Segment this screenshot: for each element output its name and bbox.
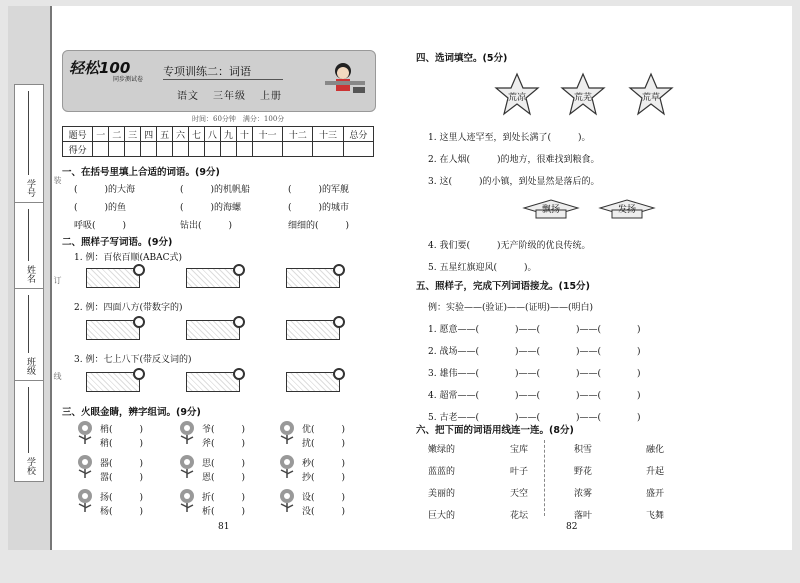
left-page	[52, 6, 390, 550]
match-word-right[interactable]: 天空	[510, 489, 529, 499]
word-choice: 荒草	[641, 93, 660, 103]
score-input-cell[interactable]	[189, 142, 205, 157]
table-cell: 六	[173, 127, 189, 142]
sentence-item[interactable]: 2. 在人烟( )的地方，很难找到粮食。	[428, 155, 600, 165]
right-page	[410, 6, 790, 550]
answer-tag-box[interactable]	[286, 372, 340, 392]
score-input-cell[interactable]	[220, 142, 236, 157]
binding-strip	[8, 6, 52, 550]
fill-blank-item[interactable]: 细细的( )	[288, 221, 350, 231]
section-4-heading: 四、选词填空。(5分)	[416, 53, 508, 64]
char-group-item[interactable]: 折( )	[202, 493, 246, 503]
word-chain-item[interactable]: 5. 古老——( )——( )——( )	[428, 413, 641, 423]
flower-icon	[74, 488, 96, 512]
header-banner	[62, 50, 376, 112]
match-word-right[interactable]: 宝库	[510, 445, 529, 455]
char-group-item[interactable]: 抄( )	[302, 473, 346, 483]
match-word-right[interactable]: 飞舞	[646, 511, 665, 521]
char-group-item[interactable]: 扰( )	[302, 439, 346, 449]
match-word-left[interactable]: 巨大的	[428, 511, 456, 521]
sentence-item[interactable]: 4. 我们要( )无产阶级的优良传统。	[428, 241, 591, 251]
answer-tag-box[interactable]	[286, 268, 340, 288]
brand-logo: 轻松100	[69, 59, 131, 77]
binding-label: 学号	[25, 179, 35, 197]
table-cell: 得分	[63, 142, 93, 157]
score-input-cell[interactable]	[157, 142, 173, 157]
score-input-cell[interactable]	[93, 142, 109, 157]
table-cell: 一	[93, 127, 109, 142]
char-group-item[interactable]: 没( )	[302, 507, 346, 517]
binding-field-name	[14, 202, 44, 290]
answer-tag-box[interactable]	[86, 372, 140, 392]
table-cell: 八	[204, 127, 220, 142]
brand-subtitle: 同步测试卷	[113, 76, 144, 83]
table-cell: 十一	[252, 127, 282, 142]
match-word-right[interactable]: 花坛	[510, 511, 529, 521]
char-group-item[interactable]: 析( )	[202, 507, 246, 517]
fill-blank-item[interactable]: ( )的机帆船	[180, 185, 251, 195]
volume-label: 上册	[260, 91, 282, 102]
section-6-heading: 六、把下面的词语用线连一连。(8分)	[416, 425, 574, 436]
match-word-right[interactable]: 盛开	[646, 489, 665, 499]
fill-blank-item[interactable]: ( )的鱼	[74, 203, 127, 213]
score-table	[62, 126, 374, 157]
binding-field-class	[14, 288, 44, 382]
word-chain-item[interactable]: 2. 战场——( )——( )——( )	[428, 347, 641, 357]
char-group-item[interactable]: 梢( )	[100, 425, 144, 435]
binding-label: 学校	[25, 457, 35, 475]
fill-blank-item[interactable]: ( )的军舰	[288, 185, 350, 195]
answer-tag-box[interactable]	[86, 320, 140, 340]
flower-icon	[176, 420, 198, 444]
answer-tag-box[interactable]	[186, 372, 240, 392]
section-5-heading: 五、照样子，完成下列词语接龙。(15分)	[416, 281, 590, 292]
table-cell: 十三	[313, 127, 343, 142]
score-input-cell[interactable]	[236, 142, 252, 157]
fill-blank-item[interactable]: 钻出( )	[180, 221, 233, 231]
char-group-item[interactable]: 爷( )	[202, 425, 246, 435]
match-word-right[interactable]: 叶子	[510, 467, 529, 477]
match-word-left[interactable]: 积雪	[574, 445, 593, 455]
fold-mark: 装	[53, 176, 62, 184]
word-choice: 荒芜	[573, 93, 592, 103]
binding-label: 班级	[25, 357, 35, 375]
fill-blank-item[interactable]: ( )的大海	[74, 185, 136, 195]
example-prompt: 2. 例：四面八方(带数字的)	[74, 303, 183, 313]
flower-icon	[276, 488, 298, 512]
flower-icon	[276, 454, 298, 478]
match-word-left[interactable]: 野花	[574, 467, 593, 477]
sentence-item[interactable]: 1. 这里人迹罕至，到处长满了( )。	[428, 133, 591, 143]
page-number: 81	[218, 522, 230, 532]
flower-icon	[276, 420, 298, 444]
char-group-item[interactable]: 器( )	[100, 459, 144, 469]
table-cell: 题号	[63, 127, 93, 142]
fold-mark: 线	[53, 372, 62, 380]
char-group-item[interactable]: 杨( )	[100, 507, 144, 517]
section-3-heading: 三、火眼金睛，辨字组词。(9分)	[62, 407, 201, 418]
grade-label: 三年级	[213, 91, 246, 102]
example-prompt: 1. 例：百依百顺(ABAC式)	[74, 253, 182, 263]
score-input-cell[interactable]	[204, 142, 220, 157]
table-cell: 三	[125, 127, 141, 142]
char-group-item[interactable]: 设( )	[302, 493, 346, 503]
char-group-item[interactable]: 稍( )	[100, 439, 144, 449]
char-group-item[interactable]: 斧( )	[202, 439, 246, 449]
match-word-left[interactable]: 浓雾	[574, 489, 593, 499]
word-choice: 发扬	[617, 205, 636, 215]
column-divider	[544, 440, 545, 516]
score-input-cell[interactable]	[343, 142, 373, 157]
flower-icon	[74, 420, 96, 444]
table-cell: 十二	[283, 127, 313, 142]
boy-mascot-icon	[323, 59, 367, 97]
char-group-item[interactable]: 秒( )	[302, 459, 346, 469]
binding-field-school	[14, 380, 44, 482]
score-input-cell[interactable]	[283, 142, 313, 157]
char-group-item[interactable]: 优( )	[302, 425, 346, 435]
match-word-left[interactable]: 嫩绿的	[428, 445, 456, 455]
binding-label: 姓名	[25, 265, 35, 283]
fill-blank-item[interactable]: ( )的城市	[288, 203, 350, 213]
word-choice: 荒凉	[507, 93, 526, 103]
example-chain: 例：实验——(验证)——(证明)——(明白)	[428, 303, 594, 313]
fill-blank-item[interactable]: 呼吸( )	[74, 221, 127, 231]
table-cell: 五	[157, 127, 173, 142]
example-prompt: 3. 例：七上八下(带反义词的)	[74, 355, 192, 365]
fold-mark: 订	[53, 276, 62, 284]
word-chain-item[interactable]: 3. 雄伟——( )——( )——( )	[428, 369, 641, 379]
flower-icon	[176, 488, 198, 512]
char-group-item[interactable]: 嚣( )	[100, 473, 144, 483]
worksheet-subtitle	[177, 87, 296, 102]
answer-tag-box[interactable]	[86, 268, 140, 288]
worksheet-title: 专项训练二：词语	[163, 65, 251, 78]
time-score-info: 时间：60分钟 满分：100分	[192, 115, 285, 123]
word-chain-item[interactable]: 4. 超常——( )——( )——( )	[428, 391, 641, 401]
subject-label: 语文	[177, 91, 199, 102]
match-word-right[interactable]: 融化	[646, 445, 665, 455]
char-group-item[interactable]: 扬( )	[100, 493, 144, 503]
score-input-cell[interactable]	[141, 142, 157, 157]
table-cell: 九	[220, 127, 236, 142]
match-word-right[interactable]: 升起	[646, 467, 665, 477]
flower-icon	[176, 454, 198, 478]
score-input-cell[interactable]	[313, 142, 343, 157]
sentence-item[interactable]: 5. 五星红旗迎风( )。	[428, 263, 537, 273]
section-1-heading: 一、在括号里填上合适的词语。(9分)	[62, 167, 220, 178]
answer-tag-box[interactable]	[186, 268, 240, 288]
score-input-cell[interactable]	[125, 142, 141, 157]
char-group-item[interactable]: 恩( )	[202, 473, 246, 483]
match-word-left[interactable]: 蓝蓝的	[428, 467, 456, 477]
word-choice: 飘扬	[541, 205, 560, 215]
match-word-left[interactable]: 美丽的	[428, 489, 456, 499]
table-cell: 十	[236, 127, 252, 142]
answer-tag-box[interactable]	[186, 320, 240, 340]
sentence-item[interactable]: 3. 这( )的小镇，到处显然是落后的。	[428, 177, 600, 187]
table-cell: 二	[109, 127, 125, 142]
answer-tag-box[interactable]	[286, 320, 340, 340]
char-group-item[interactable]: 思( )	[202, 459, 246, 469]
section-2-heading: 二、照样子写词语。(9分)	[62, 237, 173, 248]
fill-blank-item[interactable]: ( )的海螺	[180, 203, 242, 213]
table-cell: 四	[141, 127, 157, 142]
score-input-cell[interactable]	[252, 142, 282, 157]
score-table-header-row	[63, 127, 374, 142]
score-input-cell[interactable]	[173, 142, 189, 157]
page-number: 82	[566, 522, 578, 532]
score-input-cell[interactable]	[109, 142, 125, 157]
word-chain-item[interactable]: 1. 愿意——( )——( )——( )	[428, 325, 641, 335]
score-table-score-row	[63, 142, 374, 157]
table-cell: 总分	[343, 127, 373, 142]
binding-field-student-id	[14, 84, 44, 204]
table-cell: 七	[189, 127, 205, 142]
match-word-left[interactable]: 落叶	[574, 511, 593, 521]
flower-icon	[74, 454, 96, 478]
